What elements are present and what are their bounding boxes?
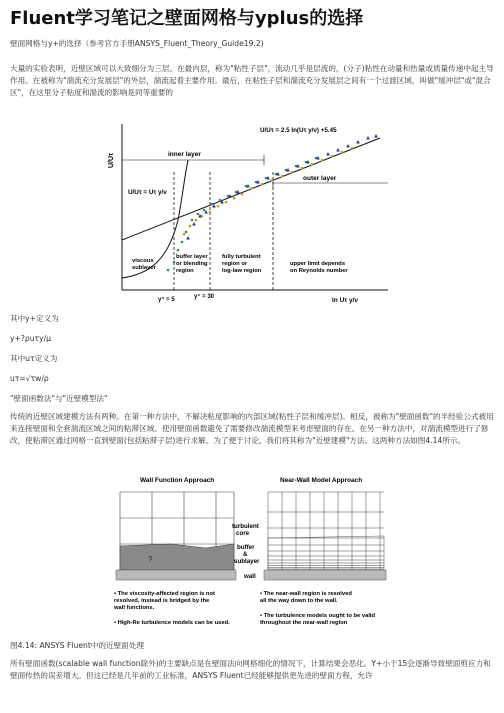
yellow-square-marker — [301, 167, 303, 169]
final-paragraph: 所有壁面函数(scalable wall function除外)的主要缺点是在壁面法向网格细化的情况下，计算结果会恶化。Y+小于15会逐渐导致壁面剪应力和壁面传热的误差增大。但这已经是几年前的工业标准，ANSYS Fluent已经能够提供更先进的壁面方程，允许 — [10, 659, 491, 680]
article-title: Fluent学习笔记之壁面网格与yplus的选择 — [10, 8, 364, 29]
turbulent-label-2: region or — [222, 261, 248, 267]
yellow-square-marker — [331, 155, 333, 157]
viscous-region-shading — [120, 544, 234, 570]
linear-law-equation: U/Uτ = Uτ y/ν — [128, 189, 167, 196]
utau-definition-intro: 其中uτ定义为 — [10, 354, 58, 363]
right-note-2: all the way down to the wall. — [260, 598, 338, 604]
yellow-square-marker — [217, 205, 219, 207]
yellow-square-marker — [311, 163, 313, 165]
x-axis-label: ln Uτ y/ν — [332, 297, 359, 304]
green-dot-marker — [185, 231, 188, 234]
method-paragraph: 传统的近壁区域建模方法有两种。在第一种方法中，不解决粘度影响的内部区域(粘性子层和缓冲层)。相反，被称为"壁面函数"的半经验公式被用来连接壁面和全套湍流区域之间的粘滞区域。使用壁面函数避免了需要修改湍流模型来考虑壁面的存在。在另一种方法中，对湍流模型进行了修改，使粘滞区通过网格一直到壁面(包括粘滞子层)进行求解。为了便于讨论，我们将其称为"近壁建模"方法。这两种方法如图4.14所示。 — [10, 412, 494, 445]
wall-label: wall — [244, 573, 256, 580]
green-dot-marker — [191, 219, 194, 222]
yellow-square-marker — [195, 219, 197, 221]
yellow-square-marker — [233, 197, 235, 199]
yellow-square-marker — [225, 201, 227, 203]
yellow-square-marker — [321, 159, 323, 161]
blue-triangle-marker — [326, 152, 330, 156]
buffer-sublayer-label-3: sublayer — [234, 558, 260, 565]
green-dot-marker — [177, 249, 180, 252]
viscous-label-1: viscous — [132, 258, 154, 264]
blue-triangle-marker — [192, 222, 196, 226]
green-dot-marker — [219, 199, 222, 202]
blue-triangle-marker — [366, 136, 370, 140]
yellow-square-marker — [271, 179, 273, 181]
law-of-wall-chart — [110, 120, 390, 310]
wall-function-title: Wall Function Approach — [140, 477, 215, 484]
near-wall-grid — [268, 492, 384, 570]
left-note-2: resolved, instead is bridged by the — [114, 598, 210, 604]
inner-layer-label: inner layer — [168, 151, 201, 158]
yellow-square-marker — [341, 151, 343, 153]
buffer-sublayer-label-2: & — [243, 551, 248, 558]
law-of-wall-figure — [110, 120, 390, 310]
blue-triangle-marker — [186, 236, 190, 240]
green-dot-marker — [211, 203, 214, 206]
y-axis-label: U/Uτ — [108, 152, 115, 168]
figure-caption: 图4.14: ANSYS Fluent中的近壁面处理 — [10, 641, 144, 650]
subtitle-reference: 壁面网格与y+的选择（参考官方手册ANSYS_Fluent_Theory_Guide19.2) — [10, 39, 264, 48]
turbulent-label-1: fully turbulent — [222, 254, 261, 260]
upper-label-1: upper limit depends — [290, 261, 346, 267]
yellow-square-marker — [261, 183, 263, 185]
buffer-label-3: region — [176, 268, 194, 274]
yellow-square-marker — [291, 171, 293, 173]
green-dot-marker — [203, 209, 206, 212]
right-note-4: throughout the near-wall region — [260, 620, 348, 626]
yellow-square-marker — [251, 187, 253, 189]
left-note-4: • High-Re turbulence models can be used. — [114, 620, 230, 626]
green-dot-marker — [197, 213, 200, 216]
blue-triangle-marker — [336, 148, 340, 152]
green-dot-marker — [181, 241, 184, 244]
wall-right — [264, 570, 386, 580]
yellow-square-marker — [241, 193, 243, 195]
near-wall-title: Near-Wall Model Approach — [280, 477, 363, 484]
wall-treatment-diagram — [110, 470, 390, 640]
yplus-definition-intro: 其中y+定义为 — [10, 314, 59, 323]
blue-triangle-marker — [374, 134, 378, 138]
upper-label-2: on Reynolds number — [290, 268, 348, 274]
yplus30-label: y⁺ = 30 — [194, 294, 215, 300]
yellow-square-marker — [281, 175, 283, 177]
green-dot-marker — [167, 269, 170, 272]
buffer-label-2: or blending — [176, 261, 208, 267]
yplus5-label: y⁺ = 5 — [158, 297, 175, 303]
log-law-equation: U/Uτ = 2.5 ln(Uτ y/ν) +5.45 — [260, 127, 337, 134]
yellow-square-marker — [183, 233, 185, 235]
turbulent-label-3: log-law region — [222, 268, 262, 274]
section-heading: "壁面函数法"与"近壁模型法" — [10, 394, 108, 403]
wall-left — [116, 570, 236, 580]
turbulent-core-label-1: turbulent — [232, 523, 259, 530]
yellow-square-marker — [351, 147, 353, 149]
left-note-3: wall functions. — [114, 605, 155, 611]
buffer-sublayer-label-1: buffer — [237, 544, 255, 551]
buffer-label-1: buffer layer — [176, 254, 208, 260]
yellow-square-marker — [209, 211, 211, 213]
left-note-1: • The viscosity-affected region is not — [114, 591, 215, 597]
blue-triangle-marker — [356, 140, 360, 144]
green-dot-marker — [173, 261, 176, 264]
outer-layer-label: outer layer — [303, 175, 337, 182]
turbulent-core-label-2: core — [236, 530, 250, 537]
yplus-formula: y+?ρuτy/μ — [10, 334, 51, 343]
wall-treatment-figure — [110, 470, 390, 640]
unresolved-region-mark: ? — [148, 555, 153, 564]
right-note-1: • The near-wall region is resolved — [260, 591, 352, 597]
intro-paragraph: 大量的实验表明，近壁区域可以大致细分为三层。在最内层，称为"粘性子层"，流动几乎是层流的，(分子)粘性在动量和热量或质量传递中起主导作用。在被称为"湍流充分发展层"的外层，湍流起着主要作用。最后，在粘性子层和湍流充分发展层之间有一个过渡区域，叫做"缓冲层"或"混合区"，在这里分子粘度和湍流的影响是同等重要的 — [10, 64, 494, 97]
utau-formula: uτ=√τw/ρ — [10, 374, 49, 383]
right-note-3: • The turbulence models ought to be valid — [260, 613, 376, 619]
viscous-label-2: sublayer — [132, 265, 156, 271]
blue-triangle-marker — [346, 144, 350, 148]
yellow-square-marker — [189, 225, 191, 227]
